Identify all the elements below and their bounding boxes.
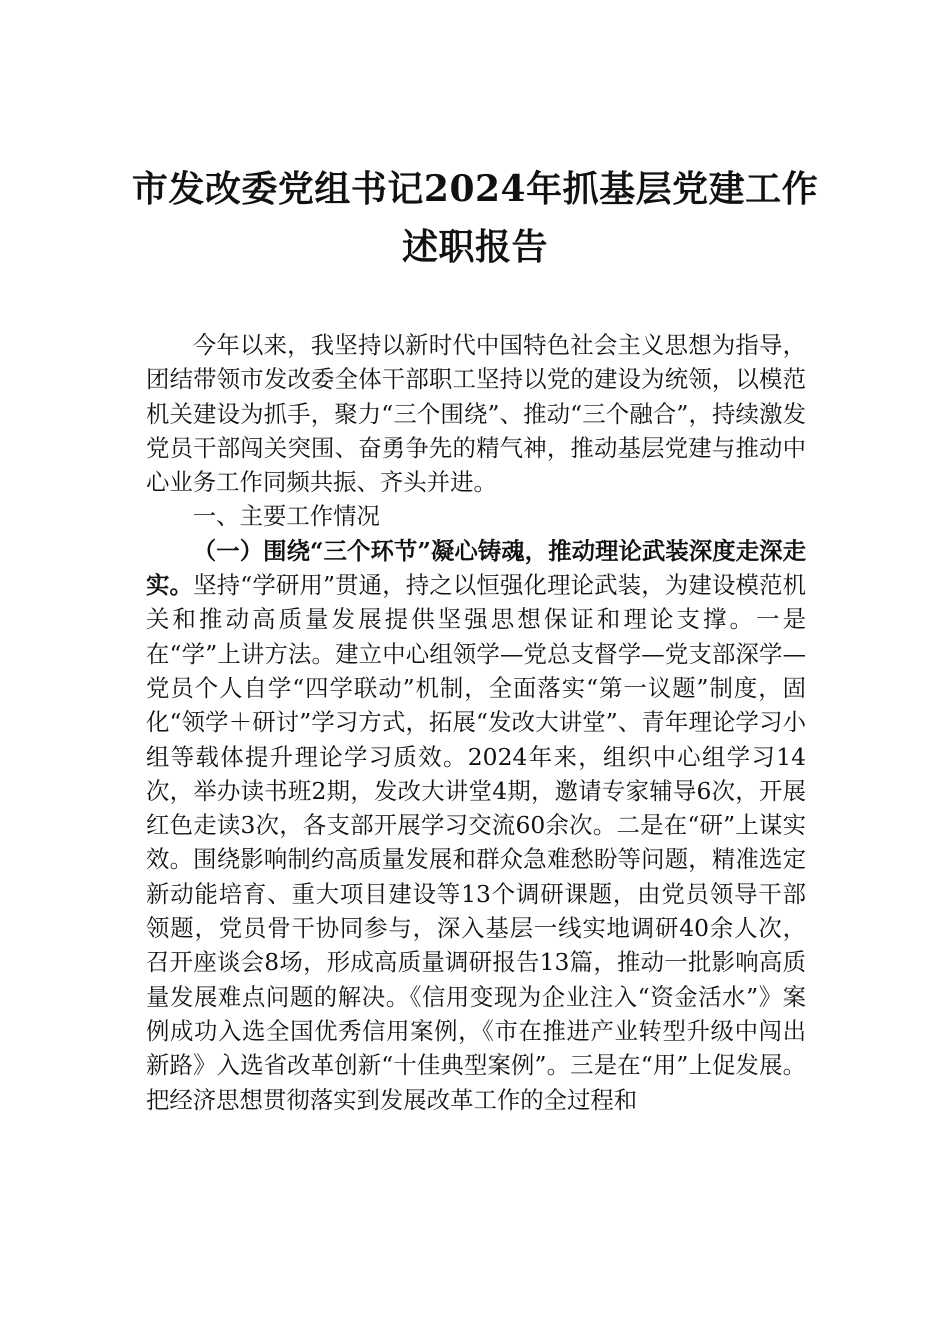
intro-paragraph: 今年以来，我坚持以新时代中国特色社会主义思想为指导，团结带领市发改委全体干部职工坚持以党的建设为统领，以模范机关建设为抓手，聚力“三个围绕”、推动“三个融合”，持续激发党员干部闯关突围、奋勇争先的精气神，推动基层党建与推动中心业务工作同频共振、齐头并进。	[146, 331, 806, 497]
document-body	[146, 328, 806, 1117]
subsection-body: 坚持“学研用”贯通，持之以恒强化理论武装，为建设模范机关和推动高质量发展提供坚强思想保证和理论支撑。一是在“学”上讲方法。建立中心组领学—党总支督学—党支部深学—党员个人自学“四学联动”机制，全面落实“第一议题”制度，固化“领学＋研讨”学习方式，拓展“发改大讲堂”、青年理论学习小组等载体提升理论学习质效。2024年来，组织中心组学习14次，举办读书班2期，发改大讲堂4期，邀请专家辅导6次，开展红色走读3次，各支部开展学习交流60余次。二是在“研”上谋实效。围绕影响制约高质量发展和群众急难愁盼等问题，精准选定新动能培育、重大项目建设等13个调研课题，由党员领导干部领题，党员骨干协同参与，深入基层一线实地调研40余人次，召开座谈会8场，形成高质量调研报告13篇，推动一批影响高质量发展难点问题的解决。《信用变现为企业注入“资金活水”》案例成功入选全国优秀信用案例，《市在推进产业转型升级中闯出新路》入选省改革创新“十佳典型案例”。三是在“用”上促发展。把经济思想贯彻落实到发展改革工作的全过程和	[146, 571, 806, 1114]
document-title-line-2: 述职报告	[401, 226, 548, 268]
document-title	[100, 160, 850, 276]
subsection-paragraph	[146, 534, 806, 1117]
subsection-lead: （一）围绕“三个环节”凝心铸魂，推动理论武装深度走深走实。	[146, 536, 806, 600]
section-heading: 一、主要工作情况	[192, 502, 380, 531]
document-title-line-1: 市发改委党组书记2024年抓基层党建工作	[131, 168, 819, 210]
